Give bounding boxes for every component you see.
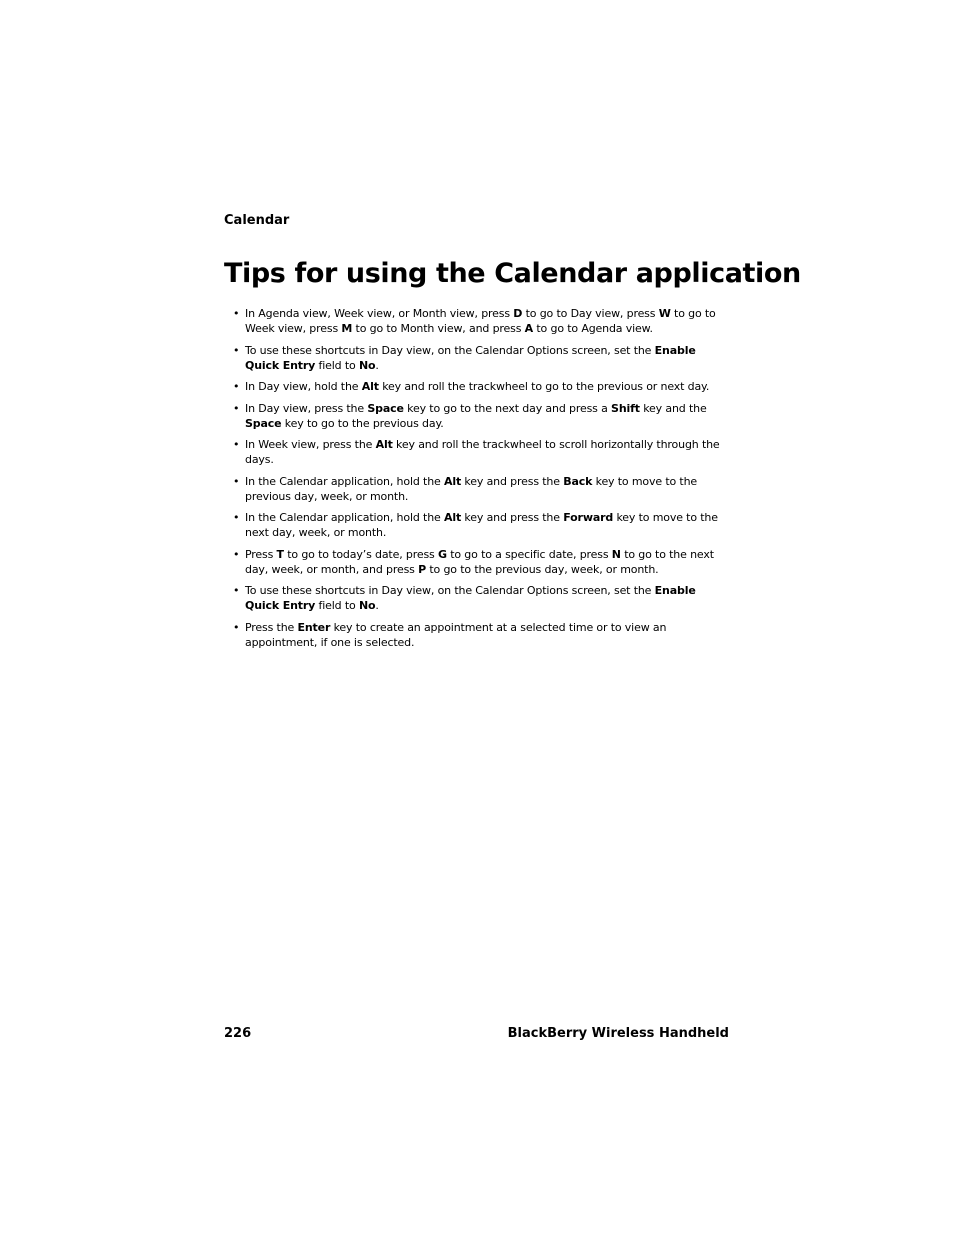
tip-text: To use these shortcuts in Day view, on the Calendar Options screen, set the — [245, 343, 655, 357]
key-name: Enter — [297, 620, 331, 634]
key-name: Alt — [375, 438, 393, 451]
tip-list-item — [233, 583, 733, 613]
tip-text: key and roll the trackwheel to scroll horizontally through the days. — [245, 438, 720, 466]
tip-list-item — [233, 401, 733, 431]
tip-text: key to move to the previous day, week, or month. — [245, 474, 698, 503]
tip-text: to go to a specific date, press — [446, 547, 612, 561]
key-name: Enable Quick Entry — [245, 584, 696, 612]
tip-text: to go to Month view, and press — [352, 322, 525, 335]
tip-text: In Day view, press the — [245, 401, 368, 415]
tip-list-item — [233, 306, 733, 336]
tip-text: to go to the next day, week, or month, and press — [245, 547, 714, 576]
key-name: Alt — [443, 511, 462, 524]
tip-list-item — [233, 510, 733, 540]
bullet-icon: • — [233, 620, 240, 634]
page-title: Tips for using the Calendar application — [224, 258, 801, 289]
tip-text: to go to Week view, press — [245, 307, 716, 335]
key-name: Shift — [611, 401, 640, 415]
tip-list-item — [233, 547, 733, 577]
key-name: M — [341, 322, 353, 335]
key-name: D — [513, 307, 523, 320]
bullet-icon: • — [233, 438, 240, 451]
tip-text: In Agenda view, Week view, or Month view, press — [245, 307, 514, 320]
tip-text: key and the — [639, 401, 707, 415]
key-name: N — [611, 547, 621, 561]
tip-text: Press the — [245, 620, 298, 634]
bullet-icon: • — [233, 401, 240, 415]
bullet-icon: • — [233, 343, 240, 357]
tip-list-item — [233, 620, 733, 650]
tip-text: field to — [315, 358, 359, 372]
bullet-icon: • — [233, 511, 240, 524]
key-name: A — [524, 322, 534, 335]
tip-text: to go to Day view, press — [522, 307, 659, 320]
tip-text: to go to Agenda view. — [533, 322, 653, 335]
tip-text: to go to the previous day, week, or month. — [426, 562, 659, 576]
key-name: Back — [563, 474, 593, 488]
key-name: No — [358, 358, 376, 372]
key-name: Enable Quick Entry — [245, 343, 696, 372]
tip-text: key to move to the next day, week, or month. — [245, 511, 718, 539]
key-name: T — [276, 547, 284, 561]
tip-text: To use these shortcuts in Day view, on the Calendar Options screen, set the — [245, 584, 655, 597]
section-header: Calendar — [224, 213, 290, 228]
tip-text: key and roll the trackwheel to go to the previous or next day. — [378, 380, 710, 393]
tip-text: key to go to the previous day. — [281, 416, 444, 430]
key-name: Forward — [563, 511, 614, 524]
tip-text: to go to today’s date, press — [283, 547, 438, 561]
key-name: No — [358, 599, 376, 612]
tips-list — [233, 306, 733, 656]
tip-list-item — [233, 343, 733, 373]
tip-text: . — [375, 358, 379, 372]
bullet-icon: • — [233, 307, 240, 320]
tip-text: Press — [245, 547, 277, 561]
tip-text: In Day view, hold the — [245, 380, 362, 393]
tip-text: field to — [315, 599, 359, 612]
bullet-icon: • — [233, 474, 240, 488]
tip-text: key and press the — [461, 511, 564, 524]
tip-list-item — [233, 437, 733, 467]
tip-text: key to create an appointment at a selected time or to view an appointment, if one is selected. — [245, 620, 667, 649]
key-name: Space — [367, 401, 404, 415]
tip-text: In the Calendar application, hold the — [245, 511, 444, 524]
tip-text: key to go to the next day and press a — [403, 401, 612, 415]
bullet-icon: • — [233, 584, 240, 597]
tip-text: key and press the — [461, 474, 564, 488]
key-name: P — [418, 562, 427, 576]
bullet-icon: • — [233, 380, 240, 393]
tip-text: In Week view, press the — [245, 438, 376, 451]
tip-list-item — [233, 379, 733, 394]
tip-text: . — [375, 599, 379, 612]
footer-book-title: BlackBerry Wireless Handheld — [507, 1026, 729, 1041]
key-name: Alt — [361, 380, 379, 393]
footer-page-number: 226 — [224, 1026, 252, 1041]
tip-text: In the Calendar application, hold the — [245, 474, 444, 488]
key-name: Alt — [443, 474, 462, 488]
key-name: Space — [245, 416, 282, 430]
key-name: G — [437, 547, 447, 561]
bullet-icon: • — [233, 547, 240, 561]
tip-list-item — [233, 474, 733, 504]
key-name: W — [658, 307, 671, 320]
